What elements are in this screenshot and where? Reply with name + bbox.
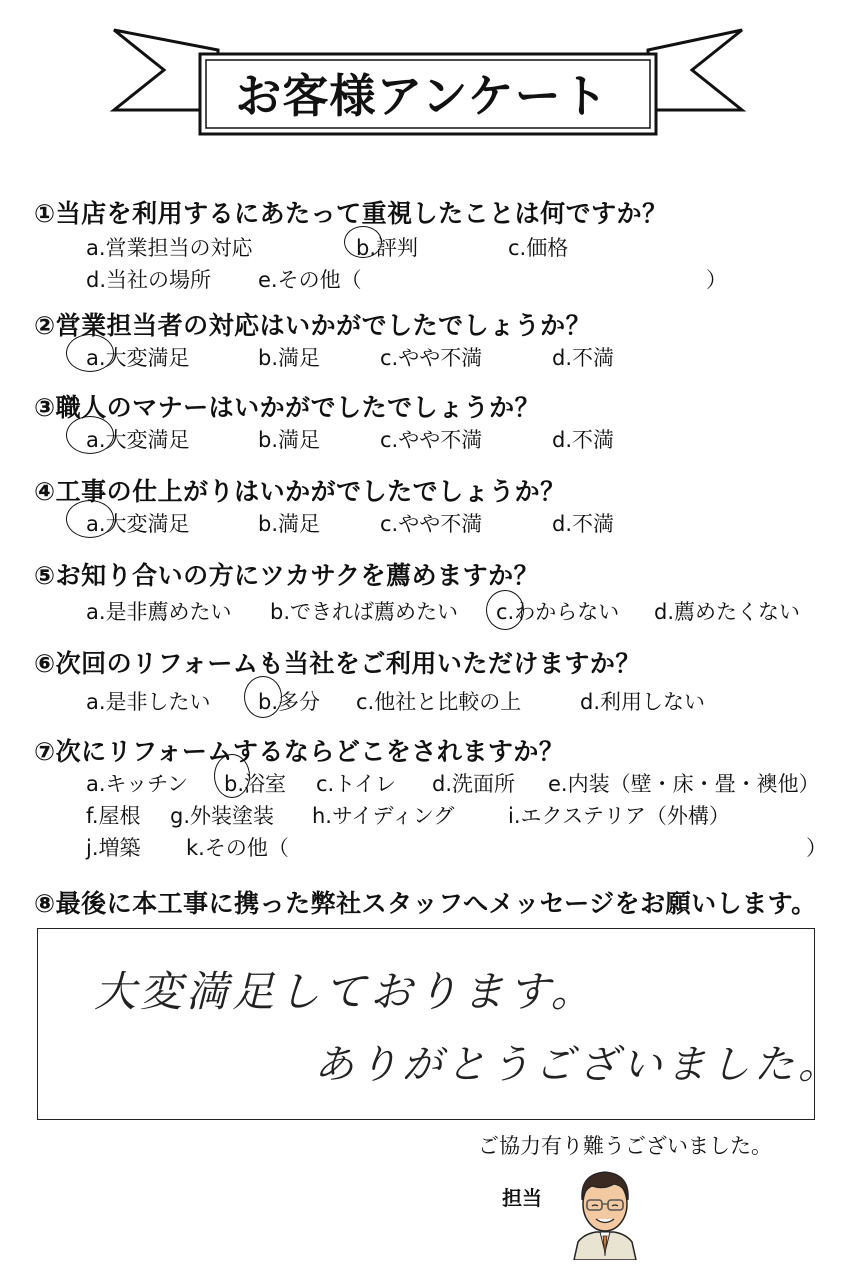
q4-selected-circle bbox=[66, 500, 114, 538]
q7-selected-circle bbox=[214, 754, 250, 798]
q4-option-d: d.不満 bbox=[552, 512, 615, 536]
q4-option-b: b.満足 bbox=[258, 512, 321, 536]
q5-selected-circle bbox=[486, 590, 524, 630]
q1-selected-circle bbox=[344, 226, 382, 258]
q2-selected-circle bbox=[66, 334, 114, 372]
q6-option-a: a.是非したい bbox=[86, 690, 211, 714]
q4-option-c: c.やや不満 bbox=[380, 512, 483, 536]
question-4: ④工事の仕上がりはいかがでしたでしょうか？ bbox=[34, 477, 566, 506]
q3-option-c: c.やや不満 bbox=[380, 428, 483, 452]
q6-option-b: b.多分 bbox=[258, 690, 321, 714]
q7-option-f: f.屋根 bbox=[86, 804, 141, 828]
question-3: ③職人のマナーはいかがでしたでしょうか？ bbox=[34, 393, 541, 422]
q2-option-c: c.やや不満 bbox=[380, 346, 483, 370]
q5-option-b: b.できれば薦めたい bbox=[270, 600, 459, 624]
q7-option-i: i.エクステリア（外構） bbox=[508, 804, 730, 828]
thanks-text: ご協力有り難うございました。 bbox=[478, 1134, 772, 1158]
q2-option-a: a.大変満足 bbox=[86, 346, 190, 370]
question-8: ⑧最後に本工事に携った弊社スタッフへメッセージをお願いします。 bbox=[34, 889, 817, 918]
q2-option-d: d.不満 bbox=[552, 346, 615, 370]
q7-option-b: b.浴室 bbox=[224, 772, 287, 796]
message-line-1: 大変満足しております。 bbox=[94, 967, 597, 1016]
q2-option-b: b.満足 bbox=[258, 346, 321, 370]
q7-option-e: e.内装（壁・床・畳・襖他） bbox=[548, 772, 820, 796]
q7-option-k-close: ） bbox=[806, 836, 827, 860]
q7-option-k: k.その他（ bbox=[186, 836, 289, 860]
q7-option-c: c.トイレ bbox=[316, 772, 397, 796]
q1-option-e: e.その他（ bbox=[258, 268, 362, 292]
question-1: ①当店を利用するにあたって重視したことは何ですか？ bbox=[34, 199, 668, 228]
q6-option-c: c.他社と比較の上 bbox=[356, 690, 522, 714]
q3-selected-circle bbox=[66, 416, 114, 454]
question-2: ②営業担当者の対応はいかがでしたでしょうか？ bbox=[34, 311, 592, 340]
message-box bbox=[37, 928, 842, 1120]
message-line-2: ありがとうございました。 bbox=[314, 1042, 842, 1088]
q7-option-h: h.サイディング bbox=[312, 804, 455, 828]
q7-option-j: j.増築 bbox=[86, 836, 141, 860]
q3-option-d: d.不満 bbox=[552, 428, 615, 452]
question-7: ⑦次にリフォームするならどこをされますか？ bbox=[34, 737, 565, 766]
q1-option-e-close: ） bbox=[706, 268, 727, 292]
q1-option-b: b.評判 bbox=[356, 236, 419, 260]
staff-label: 担当 bbox=[502, 1186, 542, 1210]
q7-option-g: g.外装塗装 bbox=[170, 804, 275, 828]
question-6: ⑥次回のリフォームも当社をご利用いただけますか？ bbox=[34, 649, 641, 678]
q1-option-d: d.当社の場所 bbox=[86, 268, 212, 292]
question-5: ⑤お知り合いの方にツカサクを薦めますか？ bbox=[34, 561, 540, 590]
q1-option-c: c.価格 bbox=[508, 236, 569, 260]
q7-option-d: d.洗面所 bbox=[432, 772, 516, 796]
q3-option-a: a.大変満足 bbox=[86, 428, 190, 452]
q4-option-a: a.大変満足 bbox=[86, 512, 190, 536]
q5-option-d: d.薦めたくない bbox=[654, 600, 801, 624]
staff-avatar bbox=[570, 1160, 640, 1260]
q3-option-b: b.満足 bbox=[258, 428, 321, 452]
q6-option-d: d.利用しない bbox=[580, 690, 706, 714]
q7-option-a: a.キッチン bbox=[86, 772, 189, 796]
q6-selected-circle bbox=[244, 676, 282, 718]
q1-option-a: a.営業担当の対応 bbox=[86, 236, 253, 260]
q5-option-a: a.是非薦めたい bbox=[86, 600, 232, 624]
page-title: お客様アンケート bbox=[235, 69, 609, 123]
q5-option-c: c.わからない bbox=[496, 600, 620, 624]
